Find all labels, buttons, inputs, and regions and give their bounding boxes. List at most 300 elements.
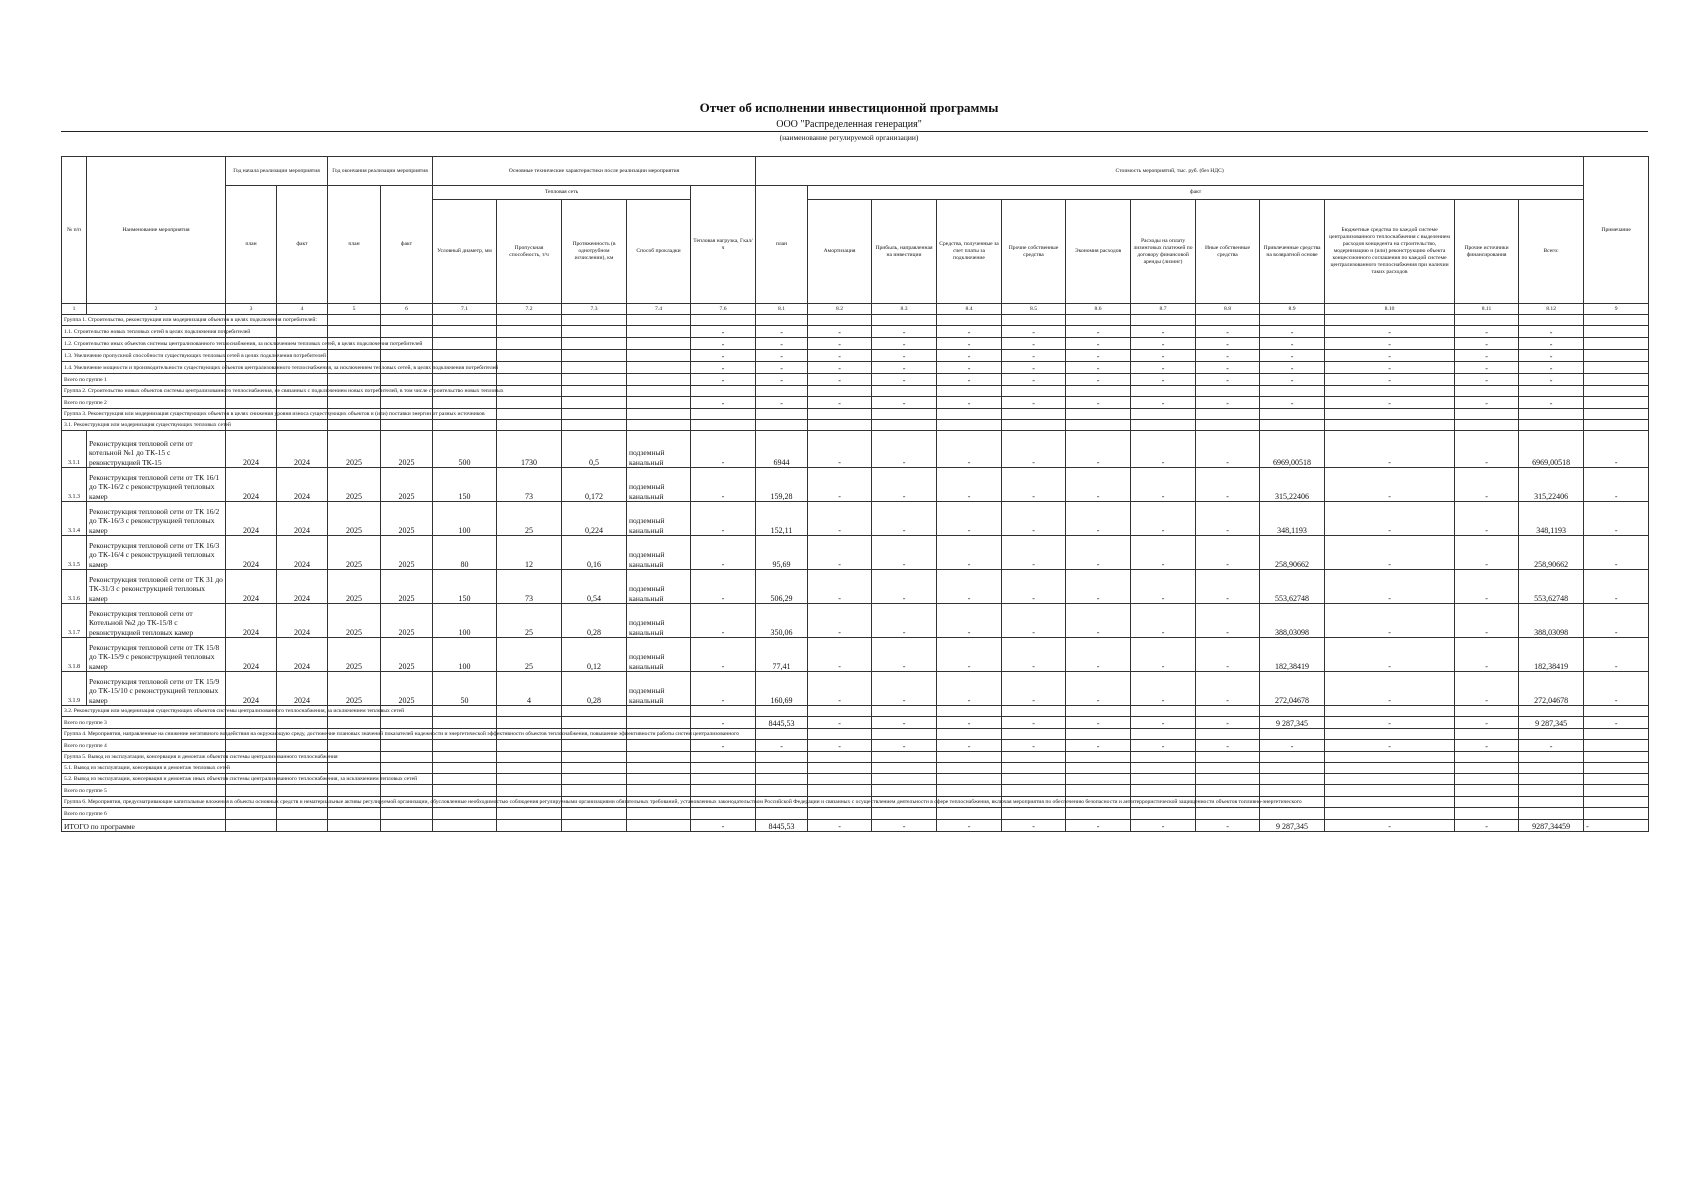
table-cell [562, 752, 627, 763]
table-cell [1260, 763, 1325, 774]
group-row [62, 729, 1649, 740]
table-cell [433, 785, 497, 797]
column-number: 5 [328, 304, 381, 315]
section-label: Всего по группе 1 [62, 374, 226, 386]
header-diameter: Условный диаметр, мм [433, 200, 497, 304]
table-cell [1002, 752, 1066, 763]
start-plan: 2024 [226, 638, 277, 672]
end-plan: 2025 [328, 604, 381, 638]
section-label: Группа 1. Строительство, реконструкция или модернизация объектов в целях подключения потребителей: [62, 315, 226, 326]
table-cell: - [1519, 362, 1584, 374]
table-cell [1131, 386, 1196, 397]
header-lease: Расходы на оплату лизинговых платежей по договору финансовой аренды (лизинг) [1131, 200, 1196, 304]
table-cell: - [808, 820, 872, 832]
table-cell: - [1066, 374, 1131, 386]
table-cell: - [1066, 638, 1131, 672]
table-cell: - [872, 431, 937, 468]
column-number: 8.8 [1196, 304, 1260, 315]
total-row [62, 374, 1649, 386]
table-cell [1519, 386, 1584, 397]
group-row [62, 752, 1649, 763]
table-cell: - [1066, 570, 1131, 604]
table-cell: - [1002, 338, 1066, 350]
row-note: - [1584, 570, 1649, 604]
length: 0,28 [562, 672, 627, 706]
table-cell: - [1066, 468, 1131, 502]
table-cell [1519, 315, 1584, 326]
organization-underline [61, 131, 1648, 132]
table-cell [1196, 386, 1260, 397]
table-cell: - [1325, 397, 1455, 409]
table-cell [1325, 729, 1455, 740]
borrowed-funds: 553,62748 [1260, 570, 1325, 604]
total-row [62, 785, 1649, 797]
table-cell [1584, 729, 1649, 740]
table-cell: - [691, 740, 756, 752]
table-cell: - [1196, 397, 1260, 409]
capacity: 4 [497, 672, 562, 706]
table-cell [381, 315, 433, 326]
row-number: 3.1.1 [62, 431, 87, 468]
row-note: - [1584, 431, 1649, 468]
subsection-row [62, 763, 1649, 774]
column-number: 8.2 [808, 304, 872, 315]
table-cell [1131, 763, 1196, 774]
row-number: 3.1.5 [62, 536, 87, 570]
report-title: Отчет об исполнении инвестиционной программы [699, 100, 999, 115]
table-cell [808, 729, 872, 740]
table-cell [1519, 808, 1584, 820]
table-cell [1584, 774, 1649, 785]
table-cell [381, 763, 433, 774]
table-cell: - [808, 362, 872, 374]
table-cell [872, 774, 937, 785]
total-row [62, 740, 1649, 752]
load: - [691, 502, 756, 536]
table-cell: - [808, 672, 872, 706]
table-cell [1519, 729, 1584, 740]
table-cell: - [691, 326, 756, 338]
start-fact: 2024 [277, 431, 328, 468]
table-cell [872, 808, 937, 820]
table-cell [1584, 362, 1649, 374]
table-cell [627, 808, 691, 820]
cost-plan: 159,28 [756, 468, 808, 502]
table-cell [1584, 420, 1649, 431]
other-sources: - [1455, 502, 1519, 536]
table-cell: - [1519, 326, 1584, 338]
table-cell [277, 420, 328, 431]
table-cell: - [937, 338, 1002, 350]
laying-method: подземный канальный [627, 604, 691, 638]
table-cell: - [1002, 638, 1066, 672]
table-cell [226, 808, 277, 820]
table-cell [226, 397, 277, 409]
table-cell: - [1196, 338, 1260, 350]
row-note: - [1584, 502, 1649, 536]
table-cell [1066, 706, 1131, 717]
table-cell: - [872, 570, 937, 604]
subsection-row [62, 350, 1649, 362]
table-cell [691, 808, 756, 820]
table-cell [1260, 315, 1325, 326]
header-profit: Прибыль, направленная на инвестиции [872, 200, 937, 304]
table-cell [328, 374, 381, 386]
table-cell [1131, 774, 1196, 785]
table-cell: - [1131, 717, 1196, 729]
row-total: 272,04678 [1519, 672, 1584, 706]
table-cell [1325, 386, 1455, 397]
organization-caption: (наименование регулируемой организации) [779, 133, 919, 142]
table-cell [1002, 386, 1066, 397]
table-cell [433, 420, 497, 431]
table-cell [627, 717, 691, 729]
column-number: 1 [62, 304, 87, 315]
table-cell: - [1066, 604, 1131, 638]
table-cell: - [808, 350, 872, 362]
table-cell [872, 729, 937, 740]
table-cell [562, 740, 627, 752]
column-number: 3 [226, 304, 277, 315]
table-cell: - [1455, 362, 1519, 374]
table-cell [1455, 785, 1519, 797]
table-cell [627, 706, 691, 717]
header-num: № п/п [62, 157, 87, 304]
table-cell: - [1325, 740, 1455, 752]
row-note: - [1584, 672, 1649, 706]
column-number-row [62, 304, 1649, 315]
table-cell: - [808, 570, 872, 604]
table-cell [1455, 729, 1519, 740]
table-cell [808, 785, 872, 797]
table-cell [1519, 706, 1584, 717]
section-label: 1.3. Увеличение пропускной способности существующих тепловых сетей в целях подключения потребителей [62, 350, 226, 362]
end-fact: 2025 [381, 672, 433, 706]
table-cell [808, 752, 872, 763]
table-cell [562, 820, 627, 832]
total-row [62, 808, 1649, 820]
table-cell: - [1325, 374, 1455, 386]
table-cell [691, 315, 756, 326]
table-cell: - [808, 326, 872, 338]
table-cell [1066, 315, 1131, 326]
start-plan: 2024 [226, 604, 277, 638]
table-row [62, 672, 1649, 706]
borrowed-funds: 272,04678 [1260, 672, 1325, 706]
start-fact: 2024 [277, 468, 328, 502]
table-cell [497, 397, 562, 409]
table-cell: - [872, 717, 937, 729]
table-cell: - [1455, 326, 1519, 338]
section-label: Всего по группе 6 [62, 808, 226, 820]
table-cell: - [872, 397, 937, 409]
table-cell: - [1196, 502, 1260, 536]
header-laying: Способ прокладки [627, 200, 691, 304]
table-cell: - [1260, 350, 1325, 362]
table-cell [1584, 315, 1649, 326]
diameter: 100 [433, 604, 497, 638]
table-cell [1066, 752, 1131, 763]
table-cell [627, 420, 691, 431]
table-cell [1131, 785, 1196, 797]
table-row [62, 468, 1649, 502]
table-cell: - [937, 362, 1002, 374]
table-cell: - [872, 350, 937, 362]
table-cell [872, 752, 937, 763]
table-cell [756, 409, 808, 420]
budget-funds: - [1325, 570, 1455, 604]
table-cell: - [1260, 338, 1325, 350]
subsection-row [62, 326, 1649, 338]
table-cell [1196, 420, 1260, 431]
group-row [62, 797, 1649, 808]
load: - [691, 604, 756, 638]
table-cell [1002, 315, 1066, 326]
table-cell [627, 820, 691, 832]
table-cell: - [1455, 820, 1519, 832]
table-cell [497, 326, 562, 338]
diameter: 100 [433, 502, 497, 536]
table-cell [808, 409, 872, 420]
table-cell: - [1196, 536, 1260, 570]
table-cell: - [756, 326, 808, 338]
table-cell [1196, 729, 1260, 740]
subsection-row [62, 774, 1649, 785]
table-cell: - [1131, 672, 1196, 706]
column-number: 7.2 [497, 304, 562, 315]
load: - [691, 536, 756, 570]
table-cell [381, 752, 433, 763]
table-cell: - [691, 717, 756, 729]
table-cell [1519, 420, 1584, 431]
table-cell [381, 717, 433, 729]
header-savings: Экономия расходов [1066, 200, 1131, 304]
table-cell: - [1066, 431, 1131, 468]
table-cell: - [1131, 570, 1196, 604]
table-cell [226, 374, 277, 386]
table-cell [1584, 397, 1649, 409]
table-cell [1455, 409, 1519, 420]
table-cell [808, 763, 872, 774]
table-cell [1325, 808, 1455, 820]
table-cell: - [1455, 397, 1519, 409]
table-cell [1260, 752, 1325, 763]
section-label: Всего по группе 3 [62, 717, 226, 729]
table-cell [277, 740, 328, 752]
table-cell [1131, 752, 1196, 763]
program-plan: 8445,53 [756, 820, 808, 832]
header-end-year: Год окончания реализации мероприятия [328, 157, 433, 186]
table-cell: - [1519, 338, 1584, 350]
row-number: 3.1.7 [62, 604, 87, 638]
table-cell: - [1196, 638, 1260, 672]
table-cell: - [808, 431, 872, 468]
table-cell: - [1066, 672, 1131, 706]
laying-method: подземный канальный [627, 672, 691, 706]
table-cell: - [872, 502, 937, 536]
borrowed-funds: 258,90662 [1260, 536, 1325, 570]
table-cell [1584, 386, 1649, 397]
table-cell [1260, 774, 1325, 785]
borrowed-funds: 348,1193 [1260, 502, 1325, 536]
budget-funds: - [1325, 502, 1455, 536]
header-start-fact: факт [277, 186, 328, 304]
laying-method: подземный канальный [627, 468, 691, 502]
column-number: 8.4 [937, 304, 1002, 315]
table-cell [756, 752, 808, 763]
capacity: 25 [497, 502, 562, 536]
table-row [62, 638, 1649, 672]
table-cell [1455, 774, 1519, 785]
table-cell [328, 763, 381, 774]
row-note: - [1584, 468, 1649, 502]
table-cell: - [1002, 431, 1066, 468]
table-cell [1455, 797, 1519, 808]
table-cell: - [1066, 397, 1131, 409]
table-cell [1519, 763, 1584, 774]
start-fact: 2024 [277, 604, 328, 638]
table-cell [1260, 729, 1325, 740]
table-cell: - [1196, 350, 1260, 362]
section-label: 1.1. Строительство новых тепловых сетей в целях подключения потребителей [62, 326, 226, 338]
table-cell: - [1196, 820, 1260, 832]
table-cell: - [1131, 820, 1196, 832]
header-connection-fee: Средства, полученные за счет платы за подключение [937, 200, 1002, 304]
column-number: 7.3 [562, 304, 627, 315]
header-start-year: Год начала реализации мероприятия [226, 157, 328, 186]
table-cell [627, 374, 691, 386]
load: - [691, 468, 756, 502]
end-fact: 2025 [381, 502, 433, 536]
row-number: 3.1.4 [62, 502, 87, 536]
table-cell [433, 717, 497, 729]
budget-funds: - [1325, 604, 1455, 638]
table-cell: - [808, 338, 872, 350]
table-cell: - [691, 338, 756, 350]
table-cell [328, 326, 381, 338]
group3-total: 9 287,345 [1519, 717, 1584, 729]
table-cell: - [691, 374, 756, 386]
section-label: 5.2. Вывод из эксплуатации, консервация и демонтаж иных объектов системы централизованного теплоснабжения, за исключением тепловых сетей [62, 774, 226, 785]
table-cell [1260, 808, 1325, 820]
length: 0,12 [562, 638, 627, 672]
end-fact: 2025 [381, 604, 433, 638]
table-cell: - [808, 502, 872, 536]
table-cell [756, 315, 808, 326]
table-cell [226, 820, 277, 832]
column-number: 2 [87, 304, 226, 315]
table-cell: - [1131, 502, 1196, 536]
row-number: 3.1.8 [62, 638, 87, 672]
table-cell: - [1325, 362, 1455, 374]
table-cell: - [872, 740, 937, 752]
table-cell: - [808, 374, 872, 386]
header-total: Всего: [1519, 200, 1584, 304]
table-cell [691, 774, 756, 785]
table-cell: - [937, 326, 1002, 338]
table-cell [1066, 729, 1131, 740]
end-fact: 2025 [381, 468, 433, 502]
table-cell: - [1260, 740, 1325, 752]
table-cell: - [808, 638, 872, 672]
row-number: 3.1.6 [62, 570, 87, 604]
table-cell [1455, 752, 1519, 763]
table-cell [381, 374, 433, 386]
other-sources: - [1455, 570, 1519, 604]
table-cell: - [872, 362, 937, 374]
group-row [62, 386, 1649, 397]
table-cell [497, 338, 562, 350]
table-cell [627, 409, 691, 420]
table-cell: - [1196, 326, 1260, 338]
table-cell [562, 785, 627, 797]
table-cell: - [1455, 374, 1519, 386]
start-plan: 2024 [226, 502, 277, 536]
table-cell [1584, 326, 1649, 338]
section-label: 3.1. Реконструкция или модернизация существующих тепловых сетей [62, 420, 226, 431]
table-cell [1584, 752, 1649, 763]
table-cell [1196, 785, 1260, 797]
header-cost-fact: факт [808, 186, 1584, 200]
total-row [62, 717, 1649, 729]
budget-funds: - [1325, 638, 1455, 672]
table-cell [627, 386, 691, 397]
laying-method: подземный канальный [627, 431, 691, 468]
table-cell [1455, 420, 1519, 431]
table-cell [937, 409, 1002, 420]
borrowed-funds: 6969,00518 [1260, 431, 1325, 468]
table-cell [328, 350, 381, 362]
table-cell [1002, 706, 1066, 717]
table-cell [497, 820, 562, 832]
table-cell [562, 706, 627, 717]
table-cell: - [1260, 397, 1325, 409]
table-cell: - [937, 570, 1002, 604]
row-total: 258,90662 [1519, 536, 1584, 570]
row-name: Реконструкция тепловой сети от ТК 15/9 до ТК-15/10 с реконструкцией тепловых камер [87, 672, 226, 706]
table-cell: - [1066, 536, 1131, 570]
cost-plan: 160,69 [756, 672, 808, 706]
column-number: 8.3 [872, 304, 937, 315]
table-cell [756, 729, 808, 740]
table-cell [497, 717, 562, 729]
table-cell [562, 717, 627, 729]
table-cell [328, 820, 381, 832]
table-cell: - [937, 374, 1002, 386]
table-cell: - [1196, 672, 1260, 706]
table-cell [756, 785, 808, 797]
table-cell [1066, 386, 1131, 397]
table-cell [1002, 409, 1066, 420]
table-cell [691, 420, 756, 431]
table-cell: - [937, 350, 1002, 362]
table-cell [328, 420, 381, 431]
table-cell [627, 763, 691, 774]
table-cell: - [937, 536, 1002, 570]
table-cell [808, 420, 872, 431]
cost-plan: 95,69 [756, 536, 808, 570]
row-number: 3.1.9 [62, 672, 87, 706]
table-cell [433, 752, 497, 763]
table-cell [1066, 420, 1131, 431]
start-plan: 2024 [226, 431, 277, 468]
length: 0,172 [562, 468, 627, 502]
table-cell: - [1002, 717, 1066, 729]
table-cell [277, 808, 328, 820]
table-cell [627, 752, 691, 763]
table-cell [1584, 338, 1649, 350]
table-cell: - [872, 374, 937, 386]
